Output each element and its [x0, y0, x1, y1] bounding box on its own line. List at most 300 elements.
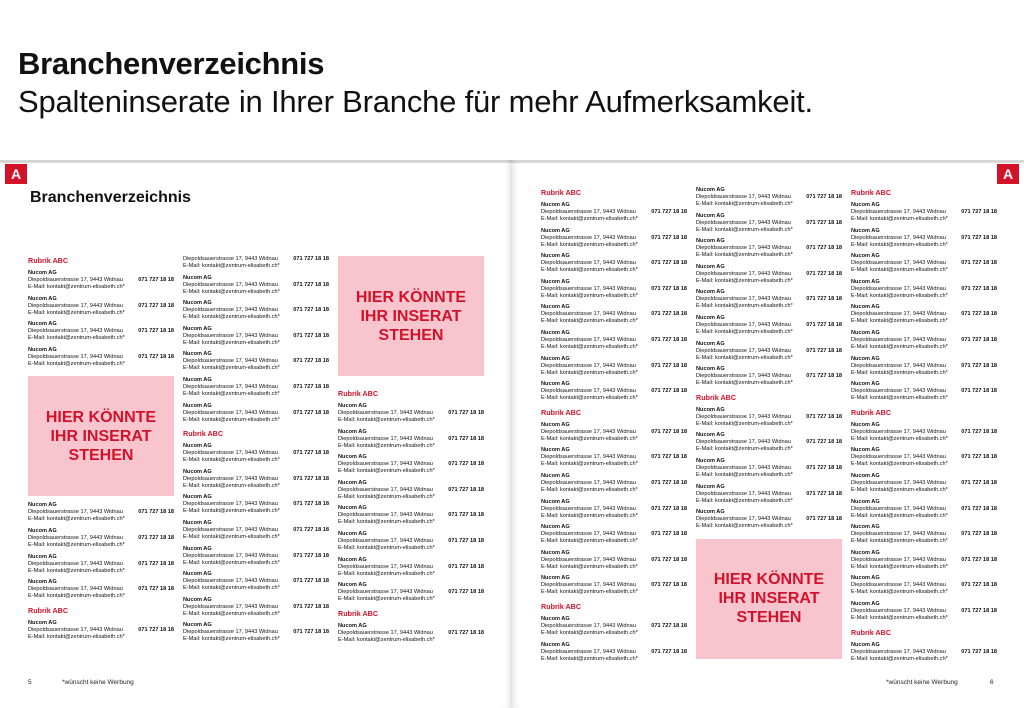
rubrik-heading: Rubrik ABC	[541, 188, 582, 197]
company-email: E-Mail: kontakt@zentrum-elisabeth.ch*	[851, 369, 948, 376]
company-name: Nucom AG	[183, 571, 212, 578]
company-phone: 071 727 18 18	[651, 505, 687, 512]
company-email: E-Mail: kontakt@zentrum-elisabeth.ch*	[338, 596, 435, 603]
company-name: Nucom AG	[541, 472, 570, 479]
company-name: Nucom AG	[183, 622, 212, 629]
rubrik-heading: Rubrik ABC	[541, 407, 582, 417]
company-email: E-Mail: kontakt@zentrum-elisabeth.ch*	[541, 589, 638, 596]
directory-entry	[851, 202, 997, 228]
company-email: E-Mail: kontakt@zentrum-elisabeth.ch*	[851, 563, 948, 570]
company-email: E-Mail: kontakt@zentrum-elisabeth.ch*	[696, 277, 793, 284]
company-phone: 071 727 18 18	[651, 454, 687, 461]
company-name: Nucom AG	[851, 278, 880, 285]
company-phone: 071 727 18 18	[806, 464, 842, 471]
directory-entry	[851, 575, 997, 601]
company-address: Diepoldsauerstrasse 17, 9443 Widnau	[28, 277, 123, 283]
company-name: Nucom AG	[696, 483, 725, 490]
footnote-right: *wünscht keine Werbung	[886, 679, 958, 686]
company-address: Diepoldsauerstrasse 17, 9443 Widnau	[183, 526, 278, 533]
company-email: E-Mail: kontakt@zentrum-elisabeth.ch*	[183, 508, 280, 515]
directory-entry	[851, 253, 997, 279]
company-address: Diepoldsauerstrasse 17, 9443 Widnau	[28, 626, 123, 633]
company-address: Diepoldsauerstrasse 17, 9443 Widnau	[696, 413, 791, 420]
company-phone: 071 727 18 18	[448, 435, 484, 442]
company-address: Diepoldsauerstrasse 17, 9443 Widnau	[183, 603, 278, 610]
company-phone: 071 727 18 18	[138, 509, 174, 516]
company-email: E-Mail: kontakt@zentrum-elisabeth.ch*	[541, 267, 638, 274]
directory-entry	[28, 554, 174, 580]
company-email: E-Mail: kontakt@zentrum-elisabeth.ch*	[696, 201, 793, 207]
ad-text-line: STEHEN	[378, 326, 444, 344]
company-phone: 071 727 18 18	[448, 537, 484, 544]
page-title: Branchenverzeichnis	[18, 46, 325, 81]
directory-entry	[183, 300, 329, 326]
company-address: Diepoldsauerstrasse 17, 9443 Widnau	[338, 512, 433, 519]
company-address: Diepoldsauerstrasse 17, 9443 Widnau	[851, 362, 946, 369]
company-name: Nucom AG	[541, 304, 570, 311]
company-email: E-Mail: kontakt@zentrum-elisabeth.ch*	[696, 380, 793, 387]
company-phone: 071 727 18 18	[293, 578, 329, 585]
company-name: Nucom AG	[851, 253, 880, 260]
company-address: Diepoldsauerstrasse 17, 9443 Widnau	[696, 321, 791, 328]
company-name: Nucom AG	[696, 289, 725, 296]
company-address: Diepoldsauerstrasse 17, 9443 Widnau	[541, 209, 636, 215]
company-email: E-Mail: kontakt@zentrum-elisabeth.ch*	[28, 335, 125, 342]
directory-entry	[338, 582, 484, 608]
company-email: E-Mail: kontakt@zentrum-elisabeth.ch*	[851, 435, 948, 442]
company-phone: 071 727 18 18	[293, 501, 329, 508]
company-address: Diepoldsauerstrasse 17, 9443 Widnau	[183, 578, 278, 585]
directory-column	[851, 187, 997, 667]
directory-entry	[28, 528, 174, 554]
company-phone: 071 727 18 18	[961, 336, 997, 343]
company-email: E-Mail: kontakt@zentrum-elisabeth.ch*	[183, 288, 280, 295]
company-email: E-Mail: kontakt@zentrum-elisabeth.ch*	[28, 516, 125, 523]
company-address: Diepoldsauerstrasse 17, 9443 Widnau	[851, 234, 946, 241]
company-phone: 071 727 18 18	[806, 439, 842, 446]
company-phone: 071 727 18 18	[961, 285, 997, 292]
company-address: Diepoldsauerstrasse 17, 9443 Widnau	[696, 347, 791, 354]
company-name: Nucom AG	[851, 447, 880, 454]
directory-entry	[541, 228, 687, 254]
company-phone: 071 727 18 18	[138, 586, 174, 593]
company-name: Nucom AG	[541, 549, 570, 556]
directory-entry	[28, 347, 174, 373]
company-address: Diepoldsauerstrasse 17, 9443 Widnau	[541, 648, 636, 655]
company-address: Diepoldsauerstrasse 17, 9443 Widnau	[696, 296, 791, 303]
company-email: E-Mail: kontakt@zentrum-elisabeth.ch*	[541, 318, 638, 325]
company-name: Nucom AG	[183, 468, 212, 475]
page-subtitle: Spalteninserate in Ihrer Branche für mehr Aufmerksamkeit.	[18, 84, 813, 119]
company-phone: 071 727 18 18	[961, 234, 997, 241]
company-name: Nucom AG	[851, 575, 880, 582]
directory-entry	[183, 571, 329, 597]
company-address: Diepoldsauerstrasse 17, 9443 Widnau	[183, 358, 278, 365]
company-name: Nucom AG	[851, 381, 880, 388]
company-phone: 071 727 18 18	[806, 413, 842, 420]
company-address: Diepoldsauerstrasse 17, 9443 Widnau	[541, 285, 636, 292]
company-name: Nucom AG	[541, 381, 570, 388]
company-phone: 071 727 18 18	[138, 353, 174, 360]
company-address: Diepoldsauerstrasse 17, 9443 Widnau	[851, 531, 946, 538]
company-phone: 071 727 18 18	[293, 332, 329, 339]
company-email: E-Mail: kontakt@zentrum-elisabeth.ch*	[541, 563, 638, 570]
rubrik-heading: Rubrik ABC	[28, 605, 69, 615]
directory-entry	[541, 422, 687, 448]
company-email: E-Mail: kontakt@zentrum-elisabeth.ch*	[541, 655, 638, 662]
company-name: Nucom AG	[851, 421, 880, 428]
company-address: Diepoldsauerstrasse 17, 9443 Widnau	[541, 622, 636, 629]
register-tab-right: A	[997, 164, 1019, 184]
company-email: E-Mail: kontakt@zentrum-elisabeth.ch*	[696, 226, 793, 233]
directory-entry	[338, 505, 484, 531]
directory-column	[338, 256, 484, 648]
company-name: Nucom AG	[28, 553, 57, 560]
company-name: Nucom AG	[183, 596, 212, 603]
company-name: Nucom AG	[541, 202, 570, 208]
register-tab-left: A	[5, 164, 27, 184]
company-name: Nucom AG	[541, 524, 570, 531]
company-address: Diepoldsauerstrasse 17, 9443 Widnau	[696, 219, 791, 226]
company-address: Diepoldsauerstrasse 17, 9443 Widnau	[851, 209, 946, 215]
directory-entry	[28, 502, 174, 528]
company-name: Nucom AG	[851, 641, 880, 648]
company-name: Nucom AG	[338, 403, 367, 409]
company-phone: 071 727 18 18	[651, 388, 687, 395]
directory-entry	[338, 623, 484, 649]
ad-text-line: HIER KÖNNTE	[45, 408, 157, 426]
company-address: Diepoldsauerstrasse 17, 9443 Widnau	[338, 629, 433, 636]
company-phone: 071 727 18 18	[293, 409, 329, 416]
company-phone: 071 727 18 18	[138, 277, 174, 283]
company-phone: 071 727 18 18	[138, 328, 174, 335]
directory-entry	[541, 304, 687, 330]
company-address: Diepoldsauerstrasse 17, 9443 Widnau	[28, 586, 123, 593]
company-address: Diepoldsauerstrasse 17, 9443 Widnau	[338, 537, 433, 544]
company-name: Nucom AG	[338, 454, 367, 461]
company-address: Diepoldsauerstrasse 17, 9443 Widnau	[338, 461, 433, 468]
directory-entry	[851, 601, 997, 627]
company-name: Nucom AG	[183, 300, 212, 307]
company-name: Nucom AG	[851, 304, 880, 311]
directory-entry	[338, 403, 484, 429]
company-name: Nucom AG	[696, 457, 725, 464]
directory-entry	[183, 469, 329, 495]
company-email: E-Mail: kontakt@zentrum-elisabeth.ch*	[851, 486, 948, 493]
rubrik-heading: Rubrik ABC	[851, 188, 892, 197]
company-address: Diepoldsauerstrasse 17, 9443 Widnau	[338, 435, 433, 442]
company-phone: 071 727 18 18	[961, 454, 997, 461]
directory-entry	[851, 356, 997, 382]
company-email: E-Mail: kontakt@zentrum-elisabeth.ch*	[541, 292, 638, 299]
ad-text-line: STEHEN	[68, 446, 134, 464]
company-phone: 071 727 18 18	[651, 428, 687, 435]
directory-entry	[696, 484, 842, 510]
directory-entry	[851, 642, 997, 668]
company-phone: 071 727 18 18	[806, 347, 842, 354]
company-name: Nucom AG	[696, 212, 725, 219]
company-address: Diepoldsauerstrasse 17, 9443 Widnau	[851, 336, 946, 343]
directory-entry	[338, 454, 484, 480]
company-email: E-Mail: kontakt@zentrum-elisabeth.ch*	[541, 538, 638, 545]
directory-entry	[696, 407, 842, 433]
directory-entry	[851, 499, 997, 525]
directory-column	[28, 255, 174, 645]
company-email: E-Mail: kontakt@zentrum-elisabeth.ch*	[541, 512, 638, 519]
directory-entry	[183, 622, 329, 648]
company-email: E-Mail: kontakt@zentrum-elisabeth.ch*	[541, 435, 638, 442]
ad-text-line: IHR INSERAT	[360, 307, 462, 325]
company-phone: 071 727 18 18	[806, 321, 842, 328]
company-name: Nucom AG	[696, 187, 725, 193]
company-address: Diepoldsauerstrasse 17, 9443 Widnau	[183, 552, 278, 559]
company-address: Diepoldsauerstrasse 17, 9443 Widnau	[338, 410, 433, 416]
company-address: Diepoldsauerstrasse 17, 9443 Widnau	[183, 501, 278, 508]
company-email: E-Mail: kontakt@zentrum-elisabeth.ch*	[28, 360, 125, 367]
company-email: E-Mail: kontakt@zentrum-elisabeth.ch*	[541, 461, 638, 468]
company-name: Nucom AG	[183, 402, 212, 409]
company-phone: 071 727 18 18	[961, 556, 997, 563]
directory-column	[696, 187, 842, 665]
ad-placeholder	[696, 539, 842, 659]
company-email: E-Mail: kontakt@zentrum-elisabeth.ch*	[183, 585, 280, 592]
directory-entry	[851, 304, 997, 330]
company-email: E-Mail: kontakt@zentrum-elisabeth.ch*	[851, 614, 948, 621]
rubrik-heading: Rubrik ABC	[851, 627, 892, 637]
company-email: E-Mail: kontakt@zentrum-elisabeth.ch*	[28, 633, 125, 640]
company-address: Diepoldsauerstrasse 17, 9443 Widnau	[541, 428, 636, 435]
company-name: Nucom AG	[541, 447, 570, 454]
company-address: Diepoldsauerstrasse 17, 9443 Widnau	[851, 260, 946, 267]
company-name: Nucom AG	[851, 472, 880, 479]
directory-entry	[696, 213, 842, 239]
company-email: E-Mail: kontakt@zentrum-elisabeth.ch*	[851, 395, 948, 402]
directory-entry	[28, 579, 174, 605]
ad-text-line: HIER KÖNNTE	[713, 571, 825, 589]
company-phone: 071 727 18 18	[293, 450, 329, 457]
company-address: Diepoldsauerstrasse 17, 9443 Widnau	[851, 607, 946, 614]
company-address: Diepoldsauerstrasse 17, 9443 Widnau	[851, 311, 946, 318]
company-address: Diepoldsauerstrasse 17, 9443 Widnau	[696, 516, 791, 523]
directory-entry	[696, 187, 842, 213]
directory-entry	[851, 550, 997, 576]
company-name: Nucom AG	[541, 227, 570, 234]
company-phone: 071 727 18 18	[448, 461, 484, 468]
company-address: Diepoldsauerstrasse 17, 9443 Widnau	[696, 490, 791, 497]
directory-column	[541, 187, 687, 667]
company-email: E-Mail: kontakt@zentrum-elisabeth.ch*	[28, 567, 125, 574]
company-address: Diepoldsauerstrasse 17, 9443 Widnau	[541, 479, 636, 486]
company-name: Nucom AG	[338, 622, 367, 629]
company-email: E-Mail: kontakt@zentrum-elisabeth.ch*	[338, 468, 435, 475]
company-phone: 071 727 18 18	[651, 362, 687, 369]
company-name: Nucom AG	[541, 615, 570, 622]
company-phone: 071 727 18 18	[651, 311, 687, 318]
directory-entry	[183, 494, 329, 520]
directory-entry	[541, 330, 687, 356]
company-email: E-Mail: kontakt@zentrum-elisabeth.ch*	[696, 303, 793, 310]
company-name: Nucom AG	[28, 321, 57, 328]
directory-entry	[541, 642, 687, 668]
company-phone: 071 727 18 18	[651, 234, 687, 241]
company-phone: 071 727 18 18	[806, 270, 842, 277]
company-address: Diepoldsauerstrasse 17, 9443 Widnau	[851, 582, 946, 589]
company-email: E-Mail: kontakt@zentrum-elisabeth.ch*	[541, 216, 638, 222]
company-email: E-Mail: kontakt@zentrum-elisabeth.ch*	[28, 309, 125, 316]
company-email: E-Mail: kontakt@zentrum-elisabeth.ch*	[541, 629, 638, 636]
company-phone: 071 727 18 18	[138, 626, 174, 633]
company-email: E-Mail: kontakt@zentrum-elisabeth.ch*	[541, 241, 638, 248]
rubrik-heading: Rubrik ABC	[338, 389, 379, 398]
directory-entry	[696, 238, 842, 264]
company-name: Nucom AG	[696, 366, 725, 373]
company-phone: 071 727 18 18	[806, 296, 842, 303]
company-phone: 071 727 18 18	[448, 486, 484, 493]
company-email: E-Mail: kontakt@zentrum-elisabeth.ch*	[183, 263, 280, 269]
directory-entry	[183, 597, 329, 623]
company-address: Diepoldsauerstrasse 17, 9443 Widnau	[28, 560, 123, 567]
company-address: Diepoldsauerstrasse 17, 9443 Widnau	[28, 509, 123, 516]
company-address: Diepoldsauerstrasse 17, 9443 Widnau	[696, 245, 791, 252]
company-address: Diepoldsauerstrasse 17, 9443 Widnau	[541, 362, 636, 369]
company-address: Diepoldsauerstrasse 17, 9443 Widnau	[541, 556, 636, 563]
company-address: Diepoldsauerstrasse 17, 9443 Widnau	[851, 556, 946, 563]
company-name: Nucom AG	[183, 376, 212, 383]
company-name: Nucom AG	[851, 227, 880, 234]
company-email: E-Mail: kontakt@zentrum-elisabeth.ch*	[183, 610, 280, 617]
company-name: Nucom AG	[541, 498, 570, 505]
company-name: Nucom AG	[183, 519, 212, 526]
directory-entry	[338, 429, 484, 455]
company-address: Diepoldsauerstrasse 17, 9443 Widnau	[696, 439, 791, 446]
company-phone: 071 727 18 18	[293, 256, 329, 262]
company-name: Nucom AG	[696, 509, 725, 516]
company-name: Nucom AG	[696, 263, 725, 270]
company-phone: 071 727 18 18	[961, 648, 997, 655]
company-name: Nucom AG	[851, 549, 880, 556]
company-address: Diepoldsauerstrasse 17, 9443 Widnau	[541, 454, 636, 461]
company-name: Nucom AG	[541, 575, 570, 582]
directory-entry	[183, 443, 329, 469]
company-email: E-Mail: kontakt@zentrum-elisabeth.ch*	[338, 519, 435, 526]
company-phone: 071 727 18 18	[806, 194, 842, 200]
directory-column	[183, 256, 329, 648]
company-address: Diepoldsauerstrasse 17, 9443 Widnau	[183, 281, 278, 288]
company-name: Nucom AG	[183, 325, 212, 332]
company-email: E-Mail: kontakt@zentrum-elisabeth.ch*	[696, 497, 793, 504]
company-address: Diepoldsauerstrasse 17, 9443 Widnau	[183, 629, 278, 636]
company-address: Diepoldsauerstrasse 17, 9443 Widnau	[541, 505, 636, 512]
company-address: Diepoldsauerstrasse 17, 9443 Widnau	[851, 285, 946, 292]
directory-entry	[696, 341, 842, 367]
company-phone: 071 727 18 18	[651, 582, 687, 589]
directory-entry	[541, 356, 687, 382]
directory-entry	[541, 524, 687, 550]
company-phone: 071 727 18 18	[961, 531, 997, 538]
company-phone: 071 727 18 18	[293, 475, 329, 482]
company-address: Diepoldsauerstrasse 17, 9443 Widnau	[851, 388, 946, 395]
company-email: E-Mail: kontakt@zentrum-elisabeth.ch*	[338, 544, 435, 551]
directory-entry	[541, 499, 687, 525]
company-phone: 071 727 18 18	[961, 505, 997, 512]
company-address: Diepoldsauerstrasse 17, 9443 Widnau	[541, 582, 636, 589]
company-email: E-Mail: kontakt@zentrum-elisabeth.ch*	[696, 354, 793, 361]
company-phone: 071 727 18 18	[651, 209, 687, 215]
directory-entry	[338, 531, 484, 557]
directory-entry	[541, 550, 687, 576]
company-email: E-Mail: kontakt@zentrum-elisabeth.ch*	[28, 284, 125, 290]
directory-entry	[183, 377, 329, 403]
company-name: Nucom AG	[183, 351, 212, 358]
company-address: Diepoldsauerstrasse 17, 9443 Widnau	[851, 505, 946, 512]
directory-entry	[183, 351, 329, 377]
company-email: E-Mail: kontakt@zentrum-elisabeth.ch*	[696, 328, 793, 335]
company-phone: 071 727 18 18	[961, 311, 997, 318]
directory-entry	[338, 557, 484, 583]
directory-entry	[541, 616, 687, 642]
company-email: E-Mail: kontakt@zentrum-elisabeth.ch*	[338, 417, 435, 423]
directory-entry	[851, 422, 997, 448]
ad-placeholder	[338, 256, 484, 376]
directory-entry	[696, 366, 842, 392]
company-email: E-Mail: kontakt@zentrum-elisabeth.ch*	[338, 493, 435, 500]
company-address: Diepoldsauerstrasse 17, 9443 Widnau	[541, 531, 636, 538]
directory-entry	[851, 330, 997, 356]
company-name: Nucom AG	[696, 406, 725, 413]
directory-entry	[541, 447, 687, 473]
company-phone: 071 727 18 18	[961, 479, 997, 486]
company-phone: 071 727 18 18	[651, 556, 687, 563]
company-phone: 071 727 18 18	[806, 490, 842, 497]
company-name: Nucom AG	[696, 238, 725, 245]
company-address: Diepoldsauerstrasse 17, 9443 Widnau	[851, 648, 946, 655]
company-name: Nucom AG	[696, 340, 725, 347]
directory-entry	[541, 575, 687, 601]
company-name: Nucom AG	[338, 582, 367, 589]
company-name: Nucom AG	[183, 274, 212, 281]
company-email: E-Mail: kontakt@zentrum-elisabeth.ch*	[851, 216, 948, 222]
company-phone: 071 727 18 18	[961, 209, 997, 215]
company-email: E-Mail: kontakt@zentrum-elisabeth.ch*	[183, 339, 280, 346]
directory-entry	[851, 381, 997, 407]
company-phone: 071 727 18 18	[138, 534, 174, 541]
directory-entry	[851, 524, 997, 550]
company-address: Diepoldsauerstrasse 17, 9443 Widnau	[696, 270, 791, 277]
directory-entry	[28, 620, 174, 646]
company-name: Nucom AG	[28, 295, 57, 302]
company-name: Nucom AG	[28, 619, 57, 626]
company-email: E-Mail: kontakt@zentrum-elisabeth.ch*	[696, 252, 793, 259]
company-address: Diepoldsauerstrasse 17, 9443 Widnau	[851, 454, 946, 461]
company-name: Nucom AG	[28, 346, 57, 353]
company-phone: 071 727 18 18	[448, 512, 484, 519]
ad-text-line: IHR INSERAT	[718, 590, 820, 608]
company-email: E-Mail: kontakt@zentrum-elisabeth.ch*	[338, 636, 435, 643]
company-name: Nucom AG	[338, 479, 367, 486]
directory-entry	[541, 381, 687, 407]
company-name: Nucom AG	[851, 600, 880, 607]
company-phone: 071 727 18 18	[138, 560, 174, 567]
company-email: E-Mail: kontakt@zentrum-elisabeth.ch*	[851, 241, 948, 248]
directory-entry	[28, 321, 174, 347]
company-address: Diepoldsauerstrasse 17, 9443 Widnau	[541, 260, 636, 267]
company-phone: 071 727 18 18	[293, 281, 329, 288]
company-email: E-Mail: kontakt@zentrum-elisabeth.ch*	[851, 461, 948, 468]
company-name: Nucom AG	[851, 329, 880, 336]
rubrik-heading: Rubrik ABC	[541, 601, 582, 611]
company-address: Diepoldsauerstrasse 17, 9443 Widnau	[851, 479, 946, 486]
directory-entry	[696, 264, 842, 290]
